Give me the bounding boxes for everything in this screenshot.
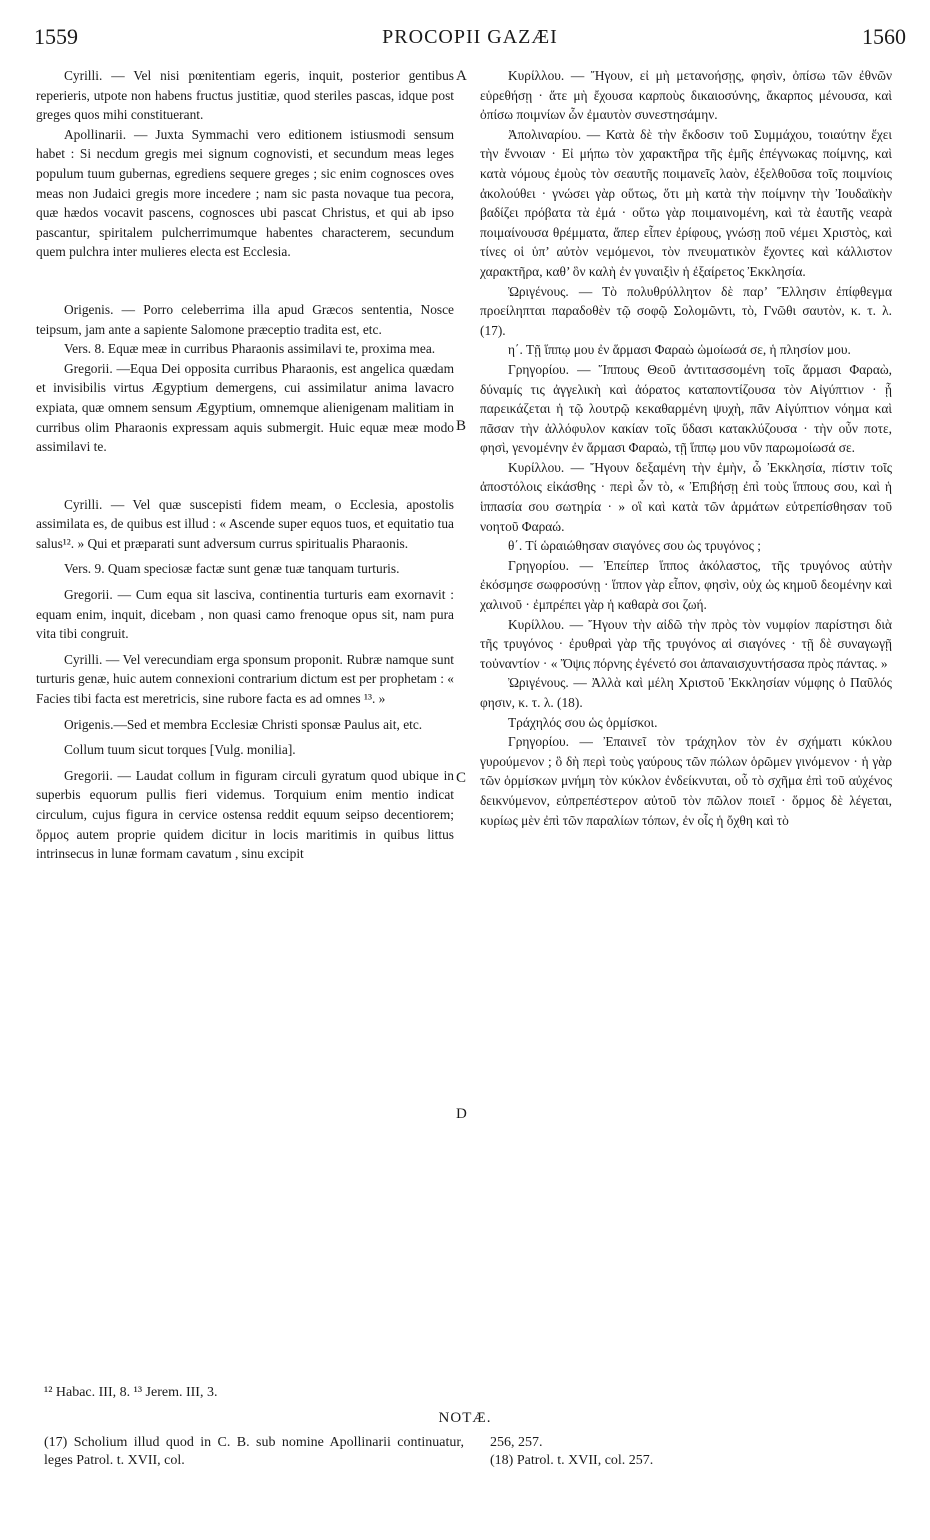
greek-para-2: Ἀπολιναρίου. — Κατὰ δὲ τὴν ἔκδοσιν τοῦ Συμμάχου, τοιαύτην ἔχει τὴν ἔννοιαν · Εἰ μήπω τὸν χαρακτῆρα τῆς ἐμῆς ἐπέγνωκας ποίμνης, καὶ κατὰ νόμους ἐμοὺς τὸν σεαυτῆς ποιμανεῖς λαὸν, ἐξελθοῦσα τοῖς ποιμνίοις ἀκολούθει · γνώσει γὰρ οὕτως, ὅτι μὴ κατὰ τὴν ποίμνην τὴν Ἰουδαϊκὴν βαδίζει πρόβατα τὰ ἐμά · οὕτω γὰρ ποιμαινομένη, καὶ τὰ ἑαυτῆς νεαρὰ ποιμαίνουσα θρέμματα, ἅπερ εἶπεν ἐρίφους, γνώσῃ ποῦ νέμει Χριστὸς, καὶ τίνες οἱ ὑπ’ αὐτὸν νεμόμενοι, τὸν πνευματικὸν ἔχοντες καὶ κάλλιστον χαρακτῆρα, καθ’ ὃν καλὴ ἐν γυναιξὶν ἡ ἐξαίρετος Ἐκκλησία. (480, 126, 892, 279)
running-title: PROCOPII GAZÆI (382, 26, 558, 48)
latin-para-3: Origenis. — Porro celeberrima illa apud Græcos sententia, Nosce teipsum, jam ante a sapiente Salomone præceptio tradita est, etc. (36, 301, 454, 337)
latin-para-8: Gregorii. — Cum equa sit lasciva, continentia turturis eam exornavit : equam enim, inquit, dicebam , non quasi camo frenoque opus sit, nam pura vita tibi congruit. (36, 587, 454, 642)
left-column-number: 1559 (34, 24, 78, 49)
greek-verse-9: θ΄. Τί ὡραιώθησαν σιαγόνες σου ὡς τρυγόνος ; (508, 538, 761, 554)
latin-column (36, 66, 454, 864)
greek-para-6: Κυρίλλου. — Ἤγουν δεξαμένη τὴν ἐμὴν, ὦ Ἐκκλησία, πίστιν τοῖς ἀποστόλοις εἰκάσθης · περὶ ὧν τὸ, « Ἐπιβήσῃ ἐπὶ τοὺς ἵππους σου, καὶ ἡ ἱππασία σου σωτηρία · » οἳ καὶ κατὰ τῶν ἁρμάτων εὐτρεπίσθησαν τοῦ νοητοῦ Φαραώ. (480, 459, 892, 534)
latin-para-2: Apollinarii. — Juxta Symmachi vero editionem istiusmodi sensum habet : Si necdum gregis mei signum cognovisti, et secundum meas leges populum tuum gubernas, egrediens sequere greges ; sic enim cognosces oves meas non Judaici gregis more incedere ; nam sic pasta novaque tua pecora, quæ hædos vocavit pascens, cognosces ubi pascat Christus, et qui ab ipso pascantur, spiritalem pulcherrimumque habentes characterem, secundum quem pulchra inter mulieres electa est Ecclesia. (36, 126, 454, 260)
greek-para-3: Ὠριγένους. — Τὸ πολυθρύλλητον δὲ παρ’ Ἕλλησιν ἐπίφθεγμα προείληπται παραδοθὲν τῷ σοφῷ Σολομῶντι, τὸ, Γνῶθι σαυτὸν, κ. τ. λ. (17). (480, 283, 892, 338)
latin-para-5: Gregorii. —Equa Dei opposita curribus Pharaonis, est angelica quædam et invisibilis virtus Ægyptium demergens, cui assimilatur anima lavacro expiata, quæ omnem sensum Ægyptium, omnemque alienigenam malitiam in curribus olim Pharaonis expressam aquis submergit. Huic equæ meæ modo assimilavi te. (36, 360, 454, 455)
greek-para-5: Γρηγορίου. — Ἵππους Θεοῦ ἀντιτασσομένη τοῖς ἅρμασι Φαραὼ, δύναμίς τις ἀγγελικὴ καὶ ἀόρατος καταποντίζουσα τὸν Αἰγύπτιον · ᾗ παρεικάζεται ἡ τῷ λουτρῷ κεκαθαρμένη ψυχὴ, πᾶν Αἰγύπτιον νόημα καὶ πᾶσαν τὴν ἀλλόφυλον κακίαν τοῖς ὕδασι κατακλύζουσα · τὴν οὖν ποτε, φησὶ, γενομένην ἐν ἅρμασι Φαραὼ, τῇ ἵππῳ μου νῦν παρωμοίωσά σε. (480, 361, 892, 456)
margin-letter-b: B (456, 418, 467, 434)
latin-para-1: Cyrilli. — Vel nisi pœnitentiam egeris, inquit, posterior gentibus reperieris, utpote non habens fructus justitiæ, quod steriles pascas, idque post greges quos mihi constituerant. (36, 68, 454, 123)
margin-letter-c: C (456, 770, 467, 786)
greek-para-11: Τράχηλός σου ὡς ὁρμίσκοι. (508, 714, 658, 730)
latin-para-11: Collum tuum sicut torques [Vulg. monilia]. (64, 742, 296, 758)
margin-letter-d: D (456, 1106, 467, 1122)
greek-para-9: Κυρίλλου. — Ἤγουν τὴν αἰδῶ τὴν πρὸς τὸν νυμφίον παρίστησι διὰ τῆς τρυγόνος · ἐρυθραὶ γὰρ τῆς τρυγόνος αἱ σιαγόνες · τῇ δὲ συναγωγῇ τοὐναντίον · « Ὄψις πόρνης ἐγένετό σοι ἀπαναισχυντήσασα πρὸς πάντας. » (480, 616, 892, 671)
right-column-number: 1560 (862, 24, 906, 49)
greek-column (480, 66, 892, 830)
latin-para-9: Cyrilli. — Vel verecundiam erga sponsum proponit. Rubræ namque sunt turturis genæ, huic autem connexioni contrarium dictum est per prophetam : « Facies tibi facta est meretricis, sine rubore facta es ad omnes ¹³. » (36, 651, 454, 707)
note-17-continuation: 256, 257. (490, 1435, 543, 1450)
latin-verse-9: Vers. 9. Quam speciosæ factæ sunt genæ tuæ tanquam turturis. (64, 561, 400, 577)
greek-para-12: Γρηγορίου. — Ἐπαινεῖ τὸν τράχηλον τὸν ἐν σχήματι κύκλου γυρούμενον ; ὃ δὴ περὶ τοὺς γαύρους τῶν πώλων ὁρῶμεν γινόμενον · ἡ γὰρ τῶν ὁρμίσκων μνήμη τὸν κύκλον ἐνδείκνυται, οὗ τὸ σχῆμα ἐπὶ τοῦ αὐχένος δεικνύμενον, εὐπρεπέστερον αὐτοῦ τὸν πῶλον ποιεῖ · ὅρμος δὲ λέγεται, κυρίως μὲν ἐπὶ τῶν παραλίων τόπων, ἐν οἷς ἡ ὄχθη καὶ τὸ (480, 734, 892, 828)
margin-letter-a: A (456, 68, 467, 84)
latin-para-6: Cyrilli. — Vel quæ suscepisti fidem meam, o Ecclesia, apostolis assimilata es, de quibus est illud : « Ascende super equos tuos, et equitatio tua salus¹². » Qui et præparati sunt adversum currus spiritualis Pharaonis. (36, 496, 454, 551)
greek-para-1: Κυρίλλου. — Ἤγουν, εἰ μὴ μετανοήσῃς, φησὶν, ὀπίσω τῶν ἐθνῶν εὑρεθήσῃ · ἅτε μὴ ἔχουσα καρποὺς δικαιοσύνης, ἄκαρπος μένουσα, καὶ ὀπίσω ποιμνίων ὧν ἐμαυτὸν συνεστησάμην. (480, 68, 892, 123)
notes-right (490, 1434, 890, 1470)
note-17: (17) Scholium illud quod in C. B. sub nomine Apollinarii continuatur, leges Patrol. t. XVII, col. (44, 1435, 464, 1468)
greek-verse-8: η΄. Τῇ ἵππῳ μου ἐν ἅρμασι Φαραὼ ὡμοίωσά σε, ἡ πλησίον μου. (508, 342, 851, 358)
note-18: (18) Patrol. t. XVII, col. 257. (490, 1453, 654, 1468)
latin-para-12: Gregorii. — Laudat collum in figuram circuli gyratum quod ubique in superbis equorum pullis fieri videmus. Torquium enim mentio indicat circulum, cujus figura in cervice ostensa reddit equum seipso decentiorem; ὅρμος autem proprie quidem dicitur in locis maritimis in quibus littus intrinsecus in lunæ formam cavatum , sinu excipit (36, 767, 454, 862)
greek-para-10: Ὠριγένους. — Ἀλλὰ καὶ μέλη Χριστοῦ Ἐκκλησίαν νύμφης ὁ Παῦλός φησιν, κ. τ. λ. (18). (480, 675, 892, 710)
latin-verse-8: Vers. 8. Equæ meæ in curribus Pharaonis assimilavi te, proxima mea. (64, 341, 436, 357)
footnotes: ¹² Habac. III, 8. ¹³ Jerem. III, 3. (44, 1385, 218, 1400)
greek-para-8: Γρηγορίου. — Ἐπείπερ ἵππος ἀκόλαστος, τῆς τρυγόνος αὐτὴν ἐκόσμησε σωφροσύνῃ · ἵππον γὰρ εἶπον, φησὶν, οὐχ ὡς κημοῦ δεομένην καὶ χαλινοῦ · ἐμπρέπει γὰρ ἡ καθαρὰ σοι ζωή. (480, 557, 892, 613)
latin-para-10: Origenis.—Sed et membra Ecclesiæ Christi sponsæ Paulus ait, etc. (64, 716, 423, 732)
notae-heading: NOTÆ. (438, 1410, 492, 1426)
page-header (34, 24, 906, 58)
